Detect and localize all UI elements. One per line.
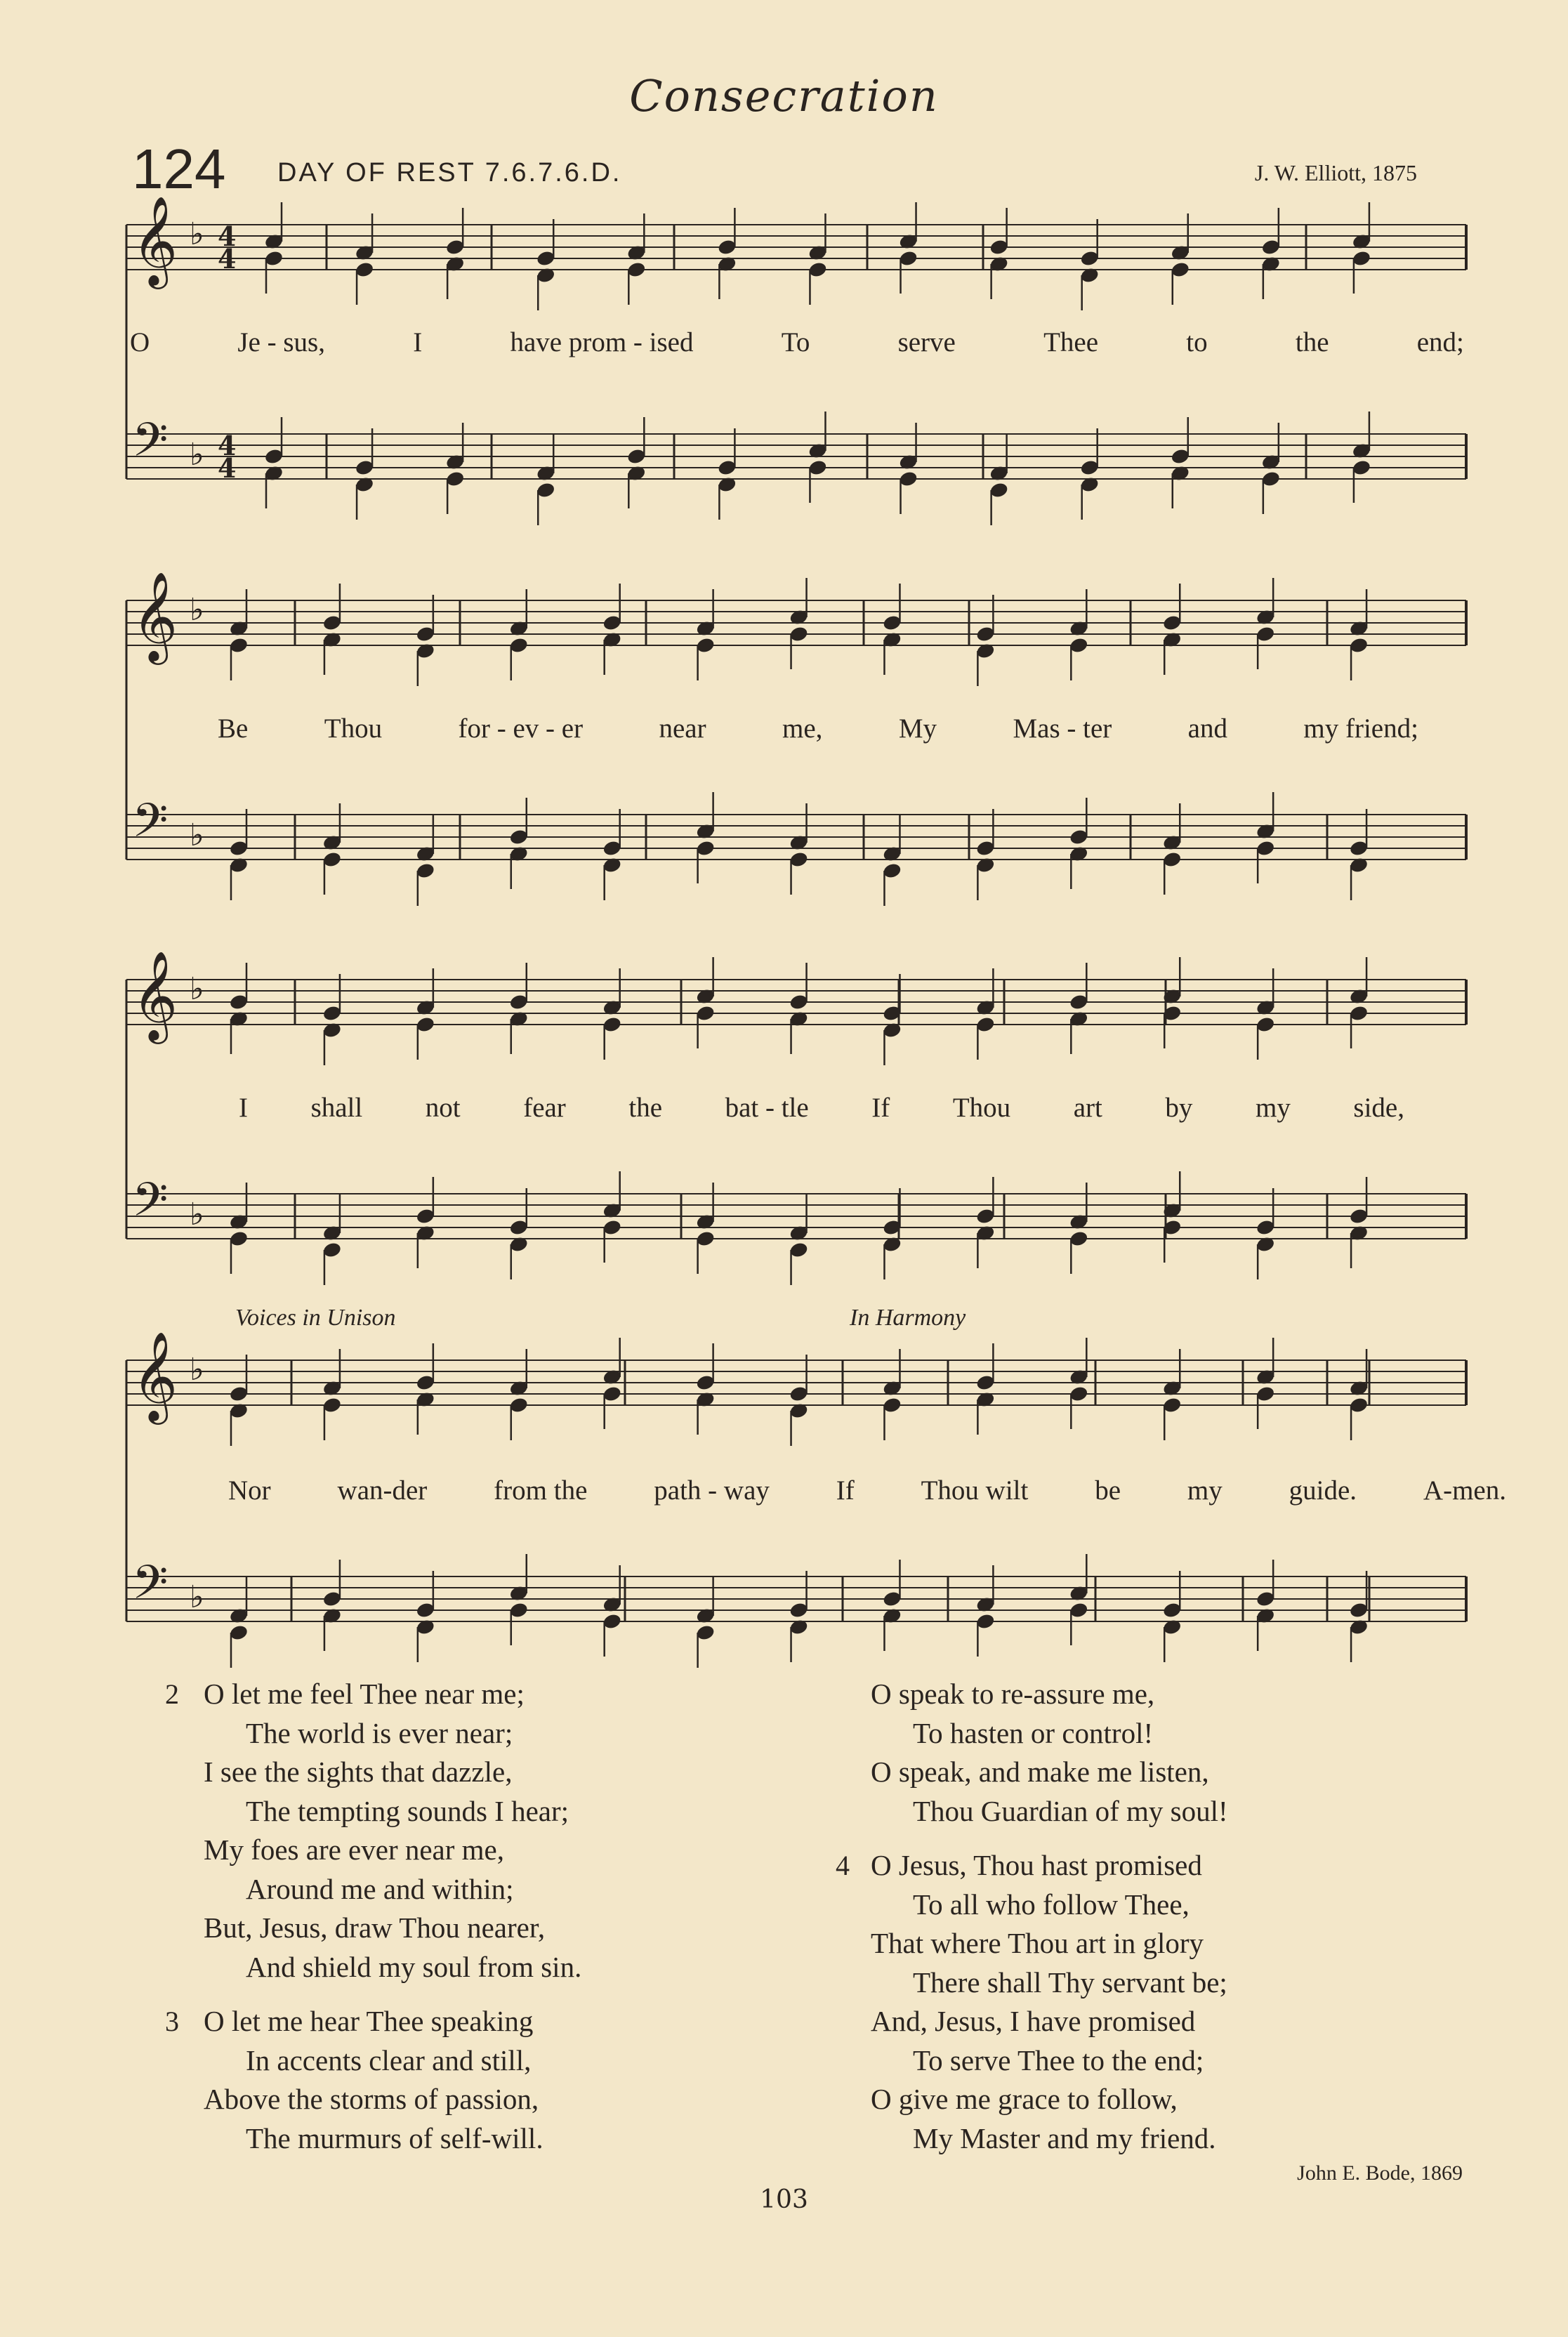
verse-line: O Jesus, Thou hast promised bbox=[871, 1849, 1202, 1881]
verse-line: O let me hear Thee speaking bbox=[204, 2005, 534, 2037]
lyric-line-1 bbox=[130, 327, 1464, 358]
lyric-line-3 bbox=[239, 1092, 1404, 1124]
verse-line: O give me grace to follow, bbox=[871, 2083, 1178, 2115]
verse-number: 2 bbox=[165, 1678, 179, 1710]
lyric-syllable: Thou bbox=[952, 1093, 1011, 1123]
lyric-syllable: not bbox=[425, 1093, 461, 1123]
lyric-syllable: bat - tle bbox=[725, 1093, 809, 1123]
verse-line: That where Thou art in glory bbox=[871, 1927, 1204, 1959]
lyric-syllable: fear bbox=[523, 1093, 566, 1123]
time-signature-top: 4 bbox=[218, 220, 237, 252]
flat-icon: ♭ bbox=[190, 437, 204, 473]
lyric-syllable: A-men. bbox=[1423, 1475, 1506, 1506]
lyric-line-2 bbox=[218, 713, 1418, 744]
treble-clef-icon: 𝄞 bbox=[132, 195, 178, 285]
verse-line: O let me feel Thee near me; bbox=[204, 1678, 525, 1710]
verse-3 bbox=[165, 2002, 581, 2158]
verse-3-continued bbox=[871, 1675, 1228, 1831]
lyric-syllable: end; bbox=[1416, 327, 1464, 357]
verse-line: To all who follow Thee, bbox=[913, 1888, 1190, 1921]
lyric-syllable: wan-der bbox=[337, 1475, 428, 1506]
treble-clef-icon: 𝄞 bbox=[132, 1331, 178, 1421]
lyric-syllable: the bbox=[1295, 327, 1329, 357]
lyric-syllable: To bbox=[781, 327, 810, 357]
lyric-syllable: my friend; bbox=[1303, 713, 1418, 744]
verse-line: Above the storms of passion, bbox=[204, 2083, 539, 2115]
lyric-syllable: from the bbox=[494, 1475, 588, 1506]
verse-line: I see the sights that dazzle, bbox=[204, 1756, 513, 1788]
lyric-syllable: shall bbox=[310, 1093, 363, 1123]
lyric-syllable: near bbox=[659, 713, 706, 744]
flat-icon: ♭ bbox=[190, 592, 204, 628]
verse-line: Around me and within; bbox=[246, 1872, 514, 1905]
verse-line: In accents clear and still, bbox=[246, 2043, 532, 2076]
treble-clef-icon: 𝄞 bbox=[132, 950, 178, 1040]
verse-line: The murmurs of self-will. bbox=[246, 2121, 543, 2154]
lyric-syllable: If bbox=[836, 1475, 855, 1506]
verse-line: The tempting sounds I hear; bbox=[246, 1794, 569, 1827]
bass-clef-icon: 𝄢 bbox=[132, 1173, 169, 1238]
flat-icon: ♭ bbox=[190, 216, 204, 252]
text-author: John E. Bode, 1869 bbox=[1297, 2161, 1463, 2185]
lyric-syllable: guide. bbox=[1289, 1475, 1357, 1506]
lyric-syllable: and bbox=[1187, 713, 1227, 744]
verse-line: The world is ever near; bbox=[246, 1716, 513, 1749]
lyric-syllable: be bbox=[1095, 1475, 1121, 1506]
lyric-syllable: If bbox=[871, 1093, 890, 1123]
time-signature-bottom: 4 bbox=[218, 243, 237, 275]
lyric-syllable: my bbox=[1255, 1093, 1291, 1123]
tune-name: DAY OF REST 7.6.7.6.D. bbox=[277, 158, 622, 187]
time-signature-bottom: 4 bbox=[218, 452, 237, 484]
lyric-syllable: Thou bbox=[324, 713, 383, 744]
composer-credit: J. W. Elliott, 1875 bbox=[1254, 160, 1417, 185]
direction-harmony: In Harmony bbox=[850, 1305, 966, 1331]
lyric-syllable: I bbox=[239, 1093, 248, 1123]
verses-right-column bbox=[836, 1675, 1228, 2158]
flat-icon: ♭ bbox=[190, 971, 204, 1007]
lyric-syllable: to bbox=[1186, 327, 1208, 357]
hymn-number: 124 bbox=[132, 138, 226, 200]
lyric-line-4 bbox=[228, 1475, 1506, 1506]
lyric-syllable: serve bbox=[897, 327, 956, 357]
lyric-syllable: Be bbox=[218, 713, 249, 744]
direction-unison: Voices in Unison bbox=[235, 1305, 396, 1331]
bass-clef-icon: 𝄢 bbox=[132, 794, 169, 859]
verse-line: To serve Thee to the end; bbox=[913, 2043, 1204, 2076]
treble-clef-icon: 𝄞 bbox=[132, 571, 178, 661]
lyric-syllable: by bbox=[1165, 1093, 1193, 1123]
verse-number: 3 bbox=[165, 2006, 179, 2037]
verse-4 bbox=[836, 1846, 1228, 2158]
bass-clef-icon: 𝄢 bbox=[132, 413, 169, 478]
verse-line: But, Jesus, draw Thou nearer, bbox=[204, 1911, 546, 1944]
flat-icon: ♭ bbox=[190, 1579, 204, 1615]
verse-line: My foes are ever near me, bbox=[204, 1834, 504, 1866]
verse-line: O speak, and make me listen, bbox=[871, 1756, 1209, 1788]
verse-line: O speak to re-assure me, bbox=[871, 1678, 1155, 1710]
lyric-syllable: My bbox=[898, 713, 937, 744]
lyric-syllable: Thee bbox=[1043, 327, 1099, 357]
lyric-syllable: Mas - ter bbox=[1013, 713, 1112, 744]
lyric-syllable: Je - sus, bbox=[237, 327, 325, 357]
lyric-syllable: art bbox=[1073, 1093, 1102, 1123]
lyric-syllable: me, bbox=[782, 713, 823, 744]
bass-clef-icon: 𝄢 bbox=[132, 1555, 169, 1621]
lyric-syllable: Thou wilt bbox=[921, 1475, 1029, 1506]
lyric-syllable: the bbox=[628, 1093, 663, 1123]
verses-left-column bbox=[165, 1675, 582, 2158]
lyric-syllable: Nor bbox=[228, 1475, 271, 1506]
verse-number: 4 bbox=[836, 1850, 850, 1881]
verse-line: And shield my soul from sin. bbox=[246, 1950, 582, 1983]
lyric-syllable: my bbox=[1187, 1475, 1223, 1506]
lyric-syllable: for - ev - er bbox=[458, 713, 584, 744]
verse-line: There shall Thy servant be; bbox=[913, 1966, 1227, 1999]
verse-2 bbox=[165, 1675, 582, 1987]
lyric-syllable: path - way bbox=[654, 1475, 770, 1506]
flat-icon: ♭ bbox=[190, 817, 204, 853]
time-signature-top: 4 bbox=[218, 430, 237, 461]
lyric-syllable: O bbox=[130, 327, 150, 357]
lyric-syllable: side, bbox=[1353, 1093, 1404, 1123]
lyric-syllable: I bbox=[413, 327, 423, 357]
verse-line: And, Jesus, I have promised bbox=[871, 2005, 1196, 2037]
page-number: 103 bbox=[760, 2185, 808, 2214]
section-title: Consecration bbox=[629, 70, 939, 121]
verse-line: To hasten or control! bbox=[913, 1716, 1154, 1749]
verse-line: My Master and my friend. bbox=[913, 2121, 1216, 2154]
flat-icon: ♭ bbox=[190, 1352, 204, 1388]
flat-icon: ♭ bbox=[190, 1197, 204, 1232]
verse-line: Thou Guardian of my soul! bbox=[913, 1794, 1228, 1827]
lyric-syllable: have prom - ised bbox=[510, 327, 694, 357]
